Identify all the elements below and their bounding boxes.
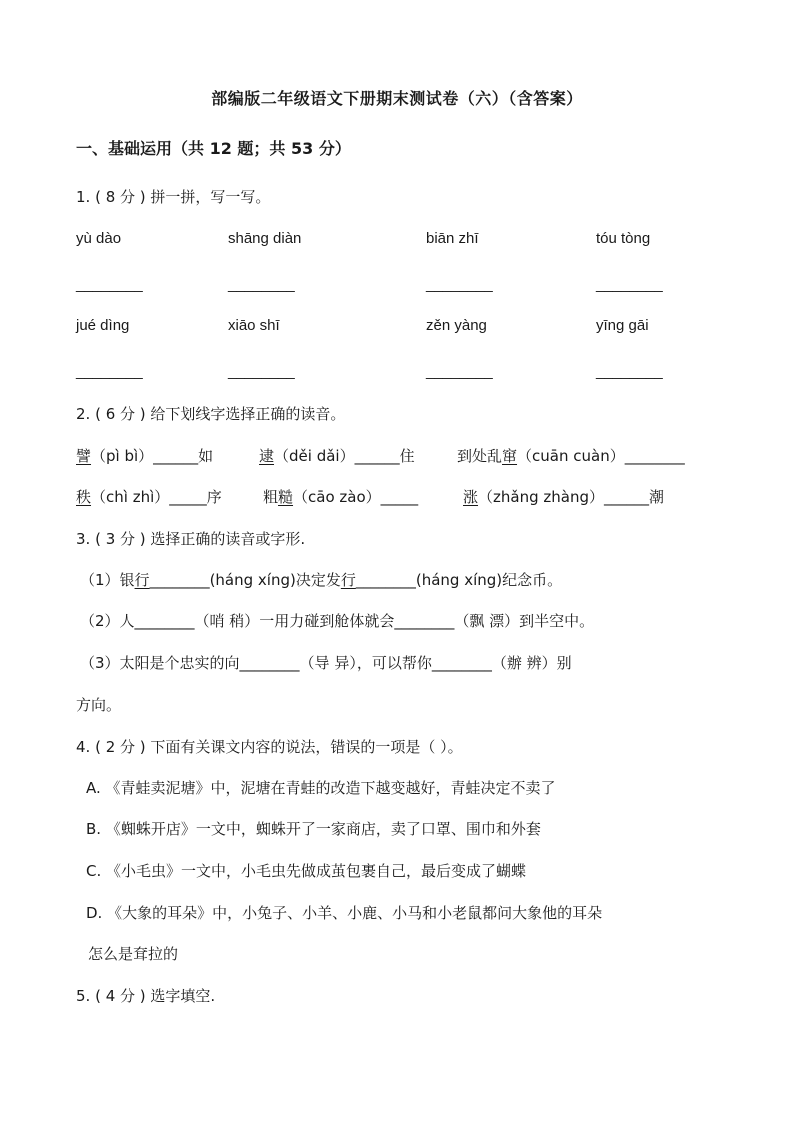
- pinyin-item: zěn yàng: [426, 317, 487, 334]
- answer-blank[interactable]: ________: [426, 276, 493, 293]
- option-c[interactable]: C. 《小毛虫》一文中，小毛虫先做成茧包裹自己，最后变成了蝴蝶: [86, 862, 527, 880]
- reading-item-zhi: [76, 486, 222, 507]
- reading-item-dai: [259, 445, 415, 466]
- reading-item-cuan: [457, 445, 685, 466]
- answer-blank[interactable]: ________: [76, 276, 143, 293]
- underlined-char: 譬: [76, 447, 92, 465]
- question-4-heading: 4. ( 2 分 ) 下面有关课文内容的说法，错误的一项是（ ）。: [76, 738, 463, 756]
- pinyin-item: tóu tòng: [596, 230, 651, 247]
- pinyin-item: biān zhī: [426, 230, 479, 247]
- reading-options: （chì zhì）_____序: [91, 488, 222, 506]
- question-3-item-3: （3）太阳是个忠实的向________（导 异），可以帮你________（辦 辨）别: [80, 654, 572, 672]
- context-text: 到处乱: [457, 447, 503, 465]
- option-d-cont: 怎么是耷拉的: [88, 945, 179, 963]
- item-text: ________(háng xíng)纪念币。: [355, 571, 563, 589]
- question-5-heading: 5. ( 4 分 ) 选字填空.: [76, 987, 216, 1005]
- underlined-char: 窜: [502, 447, 518, 465]
- context-text: 粗: [263, 488, 279, 506]
- pinyin-item: shāng diàn: [228, 230, 302, 247]
- answer-blank[interactable]: ________: [596, 276, 663, 293]
- reading-item-pi: [76, 445, 213, 466]
- underlined-char: 行: [134, 571, 150, 589]
- question-1-heading: 1. ( 8 分 ) 拼一拼，写一写。: [76, 188, 271, 206]
- reading-item-cao: [263, 486, 418, 507]
- underlined-char: 糙: [278, 488, 294, 506]
- pinyin-item: xiāo shī: [228, 317, 280, 334]
- question-2-heading: 2. ( 6 分 ) 给下划线字选择正确的读音。: [76, 405, 346, 423]
- item-text: ________(háng xíng)决定发: [149, 571, 341, 589]
- pinyin-item: yù dào: [76, 230, 122, 247]
- reading-options: （pì bì）______如: [91, 447, 214, 465]
- reading-options: （děi dǎi）______住: [274, 447, 415, 465]
- answer-blank[interactable]: ________: [228, 363, 295, 380]
- answer-blank[interactable]: ________: [596, 363, 663, 380]
- underlined-char: 行: [340, 571, 356, 589]
- reading-item-zhang: [463, 486, 664, 507]
- option-a[interactable]: A. 《青蛙卖泥塘》中，泥塘在青蛙的改造下越变越好，青蛙决定不卖了: [86, 779, 556, 797]
- section-heading: 一、基础运用（共 12 题；共 53 分）: [76, 139, 351, 158]
- reading-options: （cuān cuàn）________: [517, 447, 685, 465]
- page-title: 部编版二年级语文下册期末测试卷（六）（含答案）: [211, 89, 583, 108]
- answer-blank[interactable]: ________: [426, 363, 493, 380]
- question-3-heading: 3. ( 3 分 ) 选择正确的读音或字形.: [76, 530, 306, 548]
- question-3-item-2: （2）人________（哨 稍）一用力碰到舱体就会________（飘 漂）到半空中。: [80, 612, 595, 630]
- underlined-char: 逮: [259, 447, 275, 465]
- answer-blank[interactable]: ________: [76, 363, 143, 380]
- underlined-char: 秩: [76, 488, 92, 506]
- question-3-item-1: [80, 569, 562, 590]
- pinyin-item: jué dìng: [76, 317, 130, 334]
- underlined-char: 涨: [463, 488, 479, 506]
- option-b[interactable]: B. 《蜘蛛开店》一文中，蜘蛛开了一家商店，卖了口罩、围巾和外套: [86, 820, 541, 838]
- question-3-item-3-cont: 方向。: [76, 696, 122, 714]
- reading-options: （cāo zào）_____: [293, 488, 419, 506]
- pinyin-item: yīng gāi: [596, 317, 649, 334]
- item-text: （1）银: [80, 571, 135, 589]
- answer-blank[interactable]: ________: [228, 276, 295, 293]
- reading-options: （zhǎng zhàng）______潮: [478, 488, 664, 506]
- option-d[interactable]: D. 《大象的耳朵》中，小兔子、小羊、小鹿、小马和小老鼠都问大象他的耳朵: [86, 904, 603, 922]
